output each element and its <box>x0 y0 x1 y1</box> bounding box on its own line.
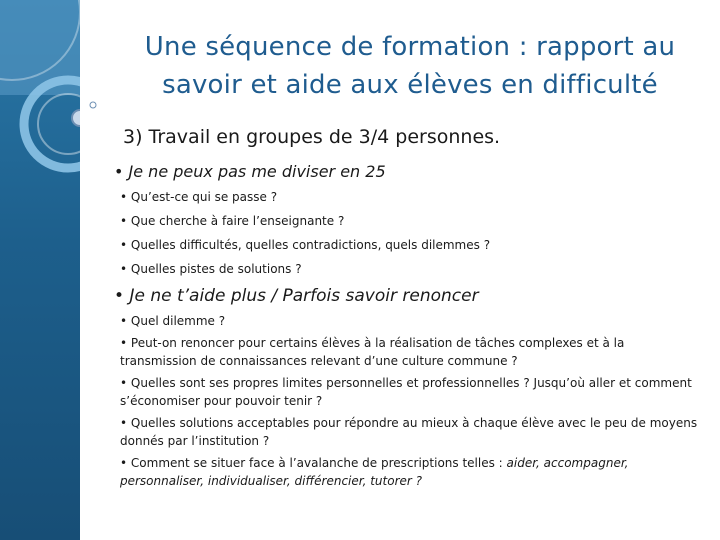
list-item <box>114 312 704 330</box>
section-heading: 3) Travail en groupes de 3/4 personnes. <box>123 126 501 148</box>
list-item <box>114 374 704 410</box>
list-item <box>114 212 704 230</box>
bullet-dot: • <box>114 286 125 306</box>
slide-title <box>110 28 710 104</box>
bullet-list <box>114 160 704 494</box>
list-item-text: Peut-on renoncer pour certains élèves à la réalisation de tâches complexes et à la transmission de connaissances relevant d’une culture commune ? <box>120 336 625 368</box>
section-1-title-text: Je ne peux pas me diviser en 25 <box>128 162 386 181</box>
bullet-dot: • <box>120 416 128 430</box>
bullet-dot: • <box>120 336 128 350</box>
section-2-title-text: Je ne t’aide plus / Parfois savoir renoncer <box>129 286 479 306</box>
list-item <box>114 188 704 206</box>
bullet-dot: • <box>120 456 128 470</box>
bullet-dot: • <box>120 190 128 204</box>
bullet-dot: • <box>120 376 128 390</box>
list-item <box>114 414 704 450</box>
list-item-text: Quelles difficultés, quelles contradictions, quels dilemmes ? <box>130 238 491 252</box>
bullet-section-2-title <box>114 284 704 308</box>
title-line-1: Une séquence de formation : rapport au <box>144 32 676 62</box>
list-item-text: Que cherche à faire l’enseignante ? <box>130 214 345 228</box>
list-item-text: Quelles sont ses propres limites personnelles et professionnelles ? Jusqu’où aller et comment s’économiser pour pouvoir tenir ? <box>120 376 692 408</box>
list-item-italic-text: aider, accompagner, personnaliser, individualiser, différencier, tutorer ? <box>120 456 629 488</box>
bullet-dot: • <box>120 314 128 328</box>
bullet-section-1-title <box>114 160 704 184</box>
title-line-2: savoir et aide aux élèves en difficulté <box>162 70 658 100</box>
circles-decoration <box>0 0 80 540</box>
small-circle-decoration <box>86 98 106 118</box>
list-item <box>114 454 704 490</box>
decorative-sidebar <box>0 0 80 540</box>
list-item-text: Comment se situer face à l’avalanche de prescriptions telles : <box>130 456 507 470</box>
bullet-dot: • <box>114 162 124 181</box>
list-item <box>114 260 704 278</box>
list-item <box>114 334 704 370</box>
list-item <box>114 236 704 254</box>
bullet-dot: • <box>120 262 128 276</box>
list-item-text: Quelles solutions acceptables pour répondre au mieux à chaque élève avec le peu de moyens donnés par l’institution ? <box>120 416 698 448</box>
list-item-text: Quelles pistes de solutions ? <box>130 262 302 276</box>
bullet-dot: • <box>120 238 128 252</box>
list-item-text: Quel dilemme ? <box>130 314 226 328</box>
list-item-text: Qu’est-ce qui se passe ? <box>130 190 278 204</box>
bullet-dot: • <box>120 214 128 228</box>
